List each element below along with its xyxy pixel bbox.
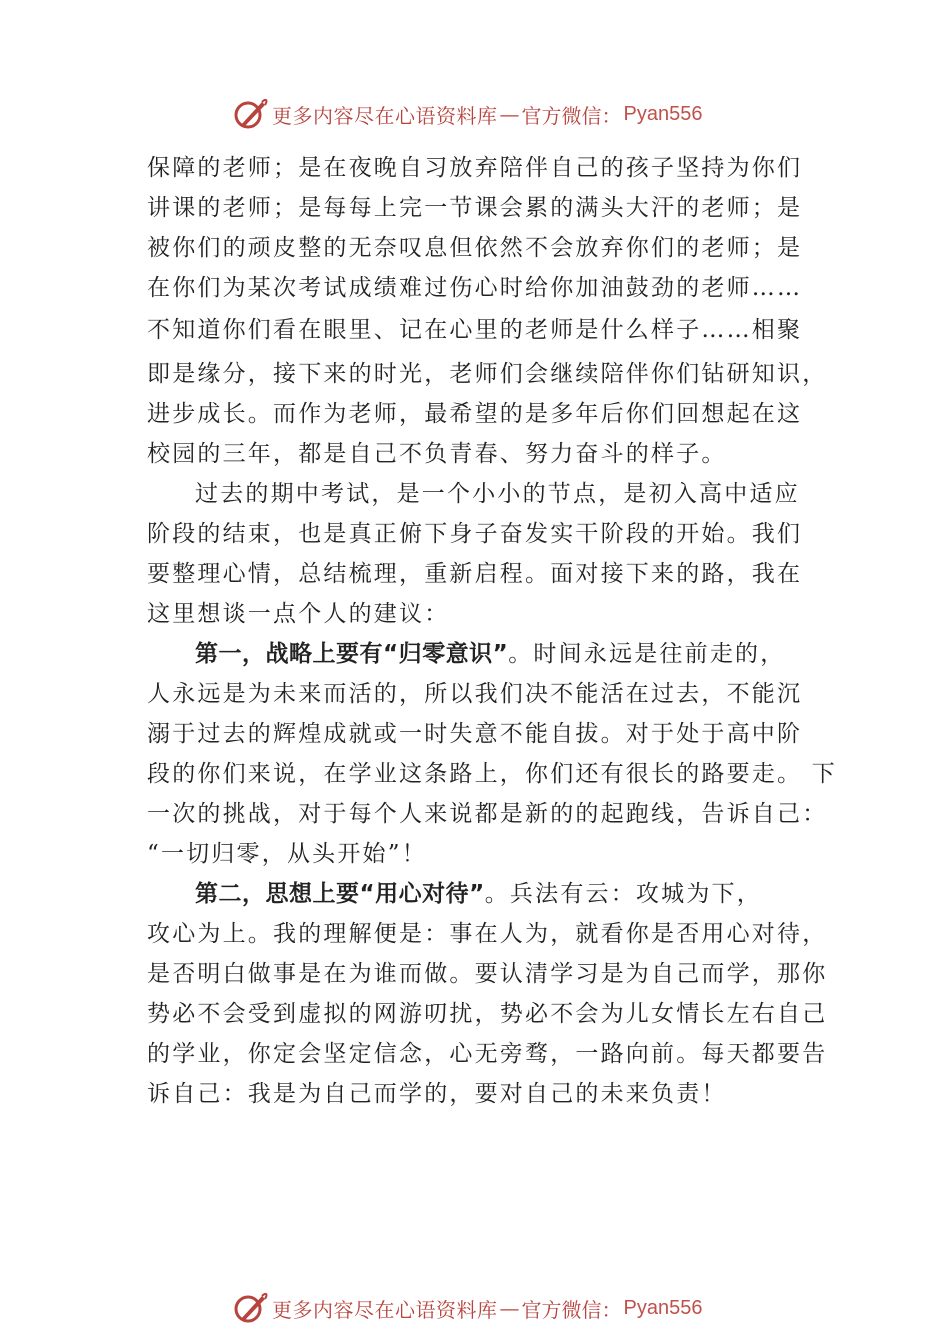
banner-separator: — <box>499 102 520 126</box>
text-line: 不知道你们看在眼里、记在心里的老师是什么样子……相聚 <box>147 317 803 343</box>
document-body <box>147 148 837 1114</box>
text-line: 是否明白做事是在为谁而做。要认清学习是为自己而学，那你 <box>147 961 828 987</box>
text-line: 要整理心情，总结梳理，重新启程。面对接下来的路，我在 <box>147 561 803 587</box>
text-line: 校园的三年，都是自己不负青春、努力奋斗的样子。 <box>147 441 727 467</box>
text-line: 被你们的顽皮整的无奈叹息但依然不会放弃你们的老师；是 <box>147 235 803 261</box>
text-line: 过去的期中考试，是一个小小的节点，是初入高中适应 <box>195 481 800 507</box>
banner-wechat-label: 官方微信： <box>521 1297 622 1322</box>
point2-first-line <box>147 874 827 914</box>
point2-heading: 第二，思想上要“用心对待” <box>195 881 485 907</box>
banner-wechat-id: Pyan556 <box>623 1296 703 1319</box>
text-line: 人永远是为未来而活的，所以我们决不能活在过去，不能沉 <box>147 681 803 707</box>
text-line: 攻心为上。我的理解便是：事在人为，就看你是否用心对待， <box>147 921 828 947</box>
point2-heading-rest: 。兵法有云：攻城为下， <box>484 881 762 907</box>
text-line: “一切归零，从头开始”！ <box>147 841 427 867</box>
text-line: 一次的挑战，对于每个人来说都是新的的起跑线，告诉自己： <box>147 801 828 827</box>
banner-wechat-id: Pyan556 <box>623 102 703 125</box>
banner-text: 更多内容尽在心语资料库 <box>272 1297 498 1322</box>
text-line: 讲课的老师；是每每上完一节课会累的满头大汗的老师；是 <box>147 195 803 221</box>
quill-logo-icon <box>232 1290 268 1326</box>
text-line: 即是缘分，接下来的时光，老师们会继续陪伴你们钻研知识， <box>147 361 828 387</box>
point1-first-line <box>147 634 827 674</box>
text-line: 阶段的结束，也是真正俯下身子奋发实干阶段的开始。我们 <box>147 521 803 547</box>
text-line: 进步成长。而作为老师，最希望的是多年后你们回想起在这 <box>147 401 803 427</box>
banner-wechat-label: 官方微信： <box>521 103 622 128</box>
text-line: 在你们为某次考试成绩难过伤心时给你加油鼓劲的老师…… <box>147 275 803 301</box>
banner-text: 更多内容尽在心语资料库 <box>272 103 498 128</box>
text-line: 溺于过去的辉煌成就或一时失意不能自拔。对于处于高中阶 <box>147 721 803 747</box>
banner-separator: — <box>499 1296 520 1320</box>
quill-logo-icon <box>232 96 268 132</box>
text-line: 这里想谈一点个人的建议： <box>147 601 450 627</box>
text-line: 的学业，你定会坚定信念，心无旁骛，一路向前。每天都要告 <box>147 1041 828 1067</box>
text-line: 保障的老师；是在夜晚自习放弃陪伴自己的孩子坚持为你们 <box>147 155 803 181</box>
text-line: 诉自己：我是为自己而学的，要对自己的未来负责！ <box>147 1081 727 1107</box>
footer-banner <box>232 1290 752 1326</box>
text-line: 段的你们来说，在学业这条路上，你们还有很长的路要走。 下 <box>147 761 837 787</box>
text-line: 势必不会受到虚拟的网游叨扰，势必不会为儿女情长左右自己 <box>147 1001 828 1027</box>
point1-heading: 第一，战略上要有“归零意识” <box>195 641 509 667</box>
header-banner <box>232 96 752 132</box>
point1-heading-rest: 。时间永远是往前走的， <box>508 641 786 667</box>
